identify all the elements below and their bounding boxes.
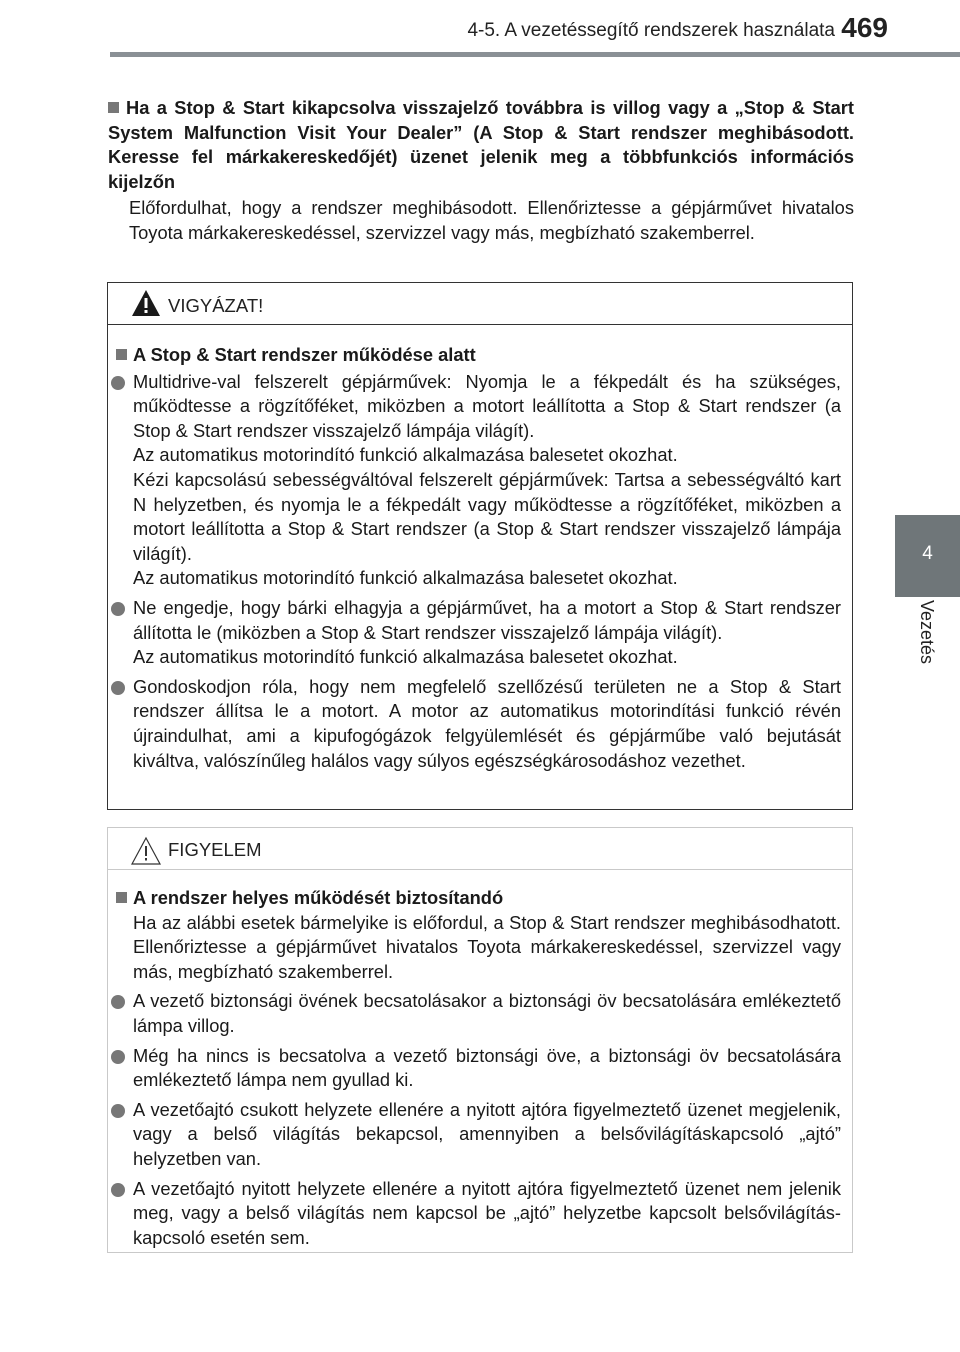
warning-box-header [108,283,852,325]
page-number: 469 [841,12,888,43]
notice-box [107,827,853,1253]
notice-box-header [108,828,852,870]
list-item-text: Ne engedje, hogy bárki elhagyja a gépjárművet, ha a motort a Stop & Start rendszer állította le (miközben a Stop & Start rendszer visszajelző lámpája világít). [133,596,841,643]
bullet-dot-icon [111,995,125,1009]
list-item [108,1177,852,1251]
square-bullet-icon [116,892,127,903]
warning-box-title: VIGYÁZAT! [168,295,264,316]
list-item [108,370,852,591]
list-item [108,675,852,773]
list-item-text: A vezető biztonsági övének becsatolásakor a biztonsági öv becsatolására emlékeztető lámpa villog. [133,990,841,1036]
notice-box-content [108,870,852,1250]
section-heading [108,96,854,194]
notice-intro: Ha az alábbi esetek bármelyike is előfordul, a Stop & Start rendszer meghibásodhatott. Ellenőriztesse a gépjárművet hivatalos Toyota márkakereskedéssel, szervizzel vagy más, megbízható szakemberrel. [133,911,841,982]
notice-subheading [108,886,852,911]
list-item [108,1044,852,1093]
chapter-number: 4 [922,543,933,564]
section-title: 4-5. A vezetéssegítő rendszerek használata [467,20,835,41]
list-item-text: Az automatikus motorindító funkció alkalmazása balesetet okozhat. [133,646,678,668]
chapter-tab [895,515,960,597]
list-item-text: Gondoskodjon róla, hogy nem megfelelő szellőzésű területen ne a Stop & Start rendszer állítsa le a motort. A motor az automatikus motorindítási funkció révén újraindulhat, ami a kipufogógázok felgyülemlését és gépjárműbe való bejutását kiváltva, valószínűleg halálos vagy súlyos egészségkárosodáshoz vezethet. [133,675,841,771]
section-heading-text: Ha a Stop & Start kikapcsolva visszajelző továbbra is villog vagy a „Stop & Start System Malfunction Visit Your Dealer” (A Stop & Start rendszer meghibásodott. Keresse fel márkakereskedőjét) üzenet jelenik meg a többfunkciós információs kijelzőn [108,97,854,192]
header-rule [110,52,960,57]
page-header [0,0,960,80]
chapter-label-container [895,600,960,720]
notice-box-title: FIGYELEM [168,839,262,860]
caution-triangle-outline-icon [130,836,162,866]
warning-box-content [108,325,852,773]
warning-subheading-text: A Stop & Start rendszer működése alatt [133,344,476,365]
list-item-text: Még ha nincs is becsatolva a vezető biztonsági öve, a biztonsági öv becsatolására emlékeztető lámpa nem gyullad ki. [133,1044,841,1091]
list-item [108,989,852,1038]
bullet-dot-icon [111,1050,125,1064]
list-item-text: Az automatikus motorindító funkció alkalmazása balesetet okozhat. [133,567,678,589]
bullet-dot-icon [111,1104,125,1118]
chapter-label: Vezetés [917,600,937,665]
notice-subheading-text: A rendszer helyes működését biztosítandó [133,887,504,908]
list-item-text: Multidrive-val felszerelt gépjárművek: Nyomja le a fékpedált és ha szükséges, működtesse a rögzítőféket, miközben a motort leállította a Stop & Start rendszer (a Stop & Start rendszer visszajelző lámpája világít). [133,370,841,441]
bullet-dot-icon [111,1183,125,1197]
list-item-text: A vezetőajtó nyitott helyzete ellenére a nyitott ajtóra figyelmeztető üzenet nem jelenik meg, vagy a belső világítás nem kapcsol be „ajtó” helyzetbe kapcsolt belsővilágítás-kapcsoló esetén sem. [133,1177,841,1248]
warning-box [107,282,853,810]
list-item [108,1098,852,1172]
bullet-dot-icon [111,602,125,616]
section-body: Előfordulhat, hogy a rendszer meghibásodott. Ellenőriztesse a gépjárművet hivatalos Toyota márkakereskedéssel, szervizzel vagy más, megbízható szakemberrel. [129,197,854,243]
square-bullet-icon [116,349,127,360]
list-item [108,596,852,670]
warning-subheading [108,343,852,368]
bullet-dot-icon [111,681,125,695]
list-item-text: Kézi kapcsolású sebességváltóval felszerelt gépjárművek: Tartsa a sebességváltó kart N helyzetben, és nyomja le a fékpedált vagy működtesse a rögzítőféket, miközben a motort leállította a Stop & Start rendszer (a Stop & Start rendszer visszajelző lámpája világít). [133,468,841,564]
square-bullet-icon [108,102,119,113]
bullet-dot-icon [111,376,125,390]
list-item-text: A vezetőajtó csukott helyzete ellenére a nyitott ajtóra figyelmeztető üzenet megjelenik, vagy a belső világítás bekapcsol, amennyiben a belsővilágításkapcsoló „ajtó” helyzetben van. [133,1098,841,1169]
list-item-text: Az automatikus motorindító funkció alkalmazása balesetet okozhat. [133,444,678,466]
warning-triangle-icon [130,288,162,318]
